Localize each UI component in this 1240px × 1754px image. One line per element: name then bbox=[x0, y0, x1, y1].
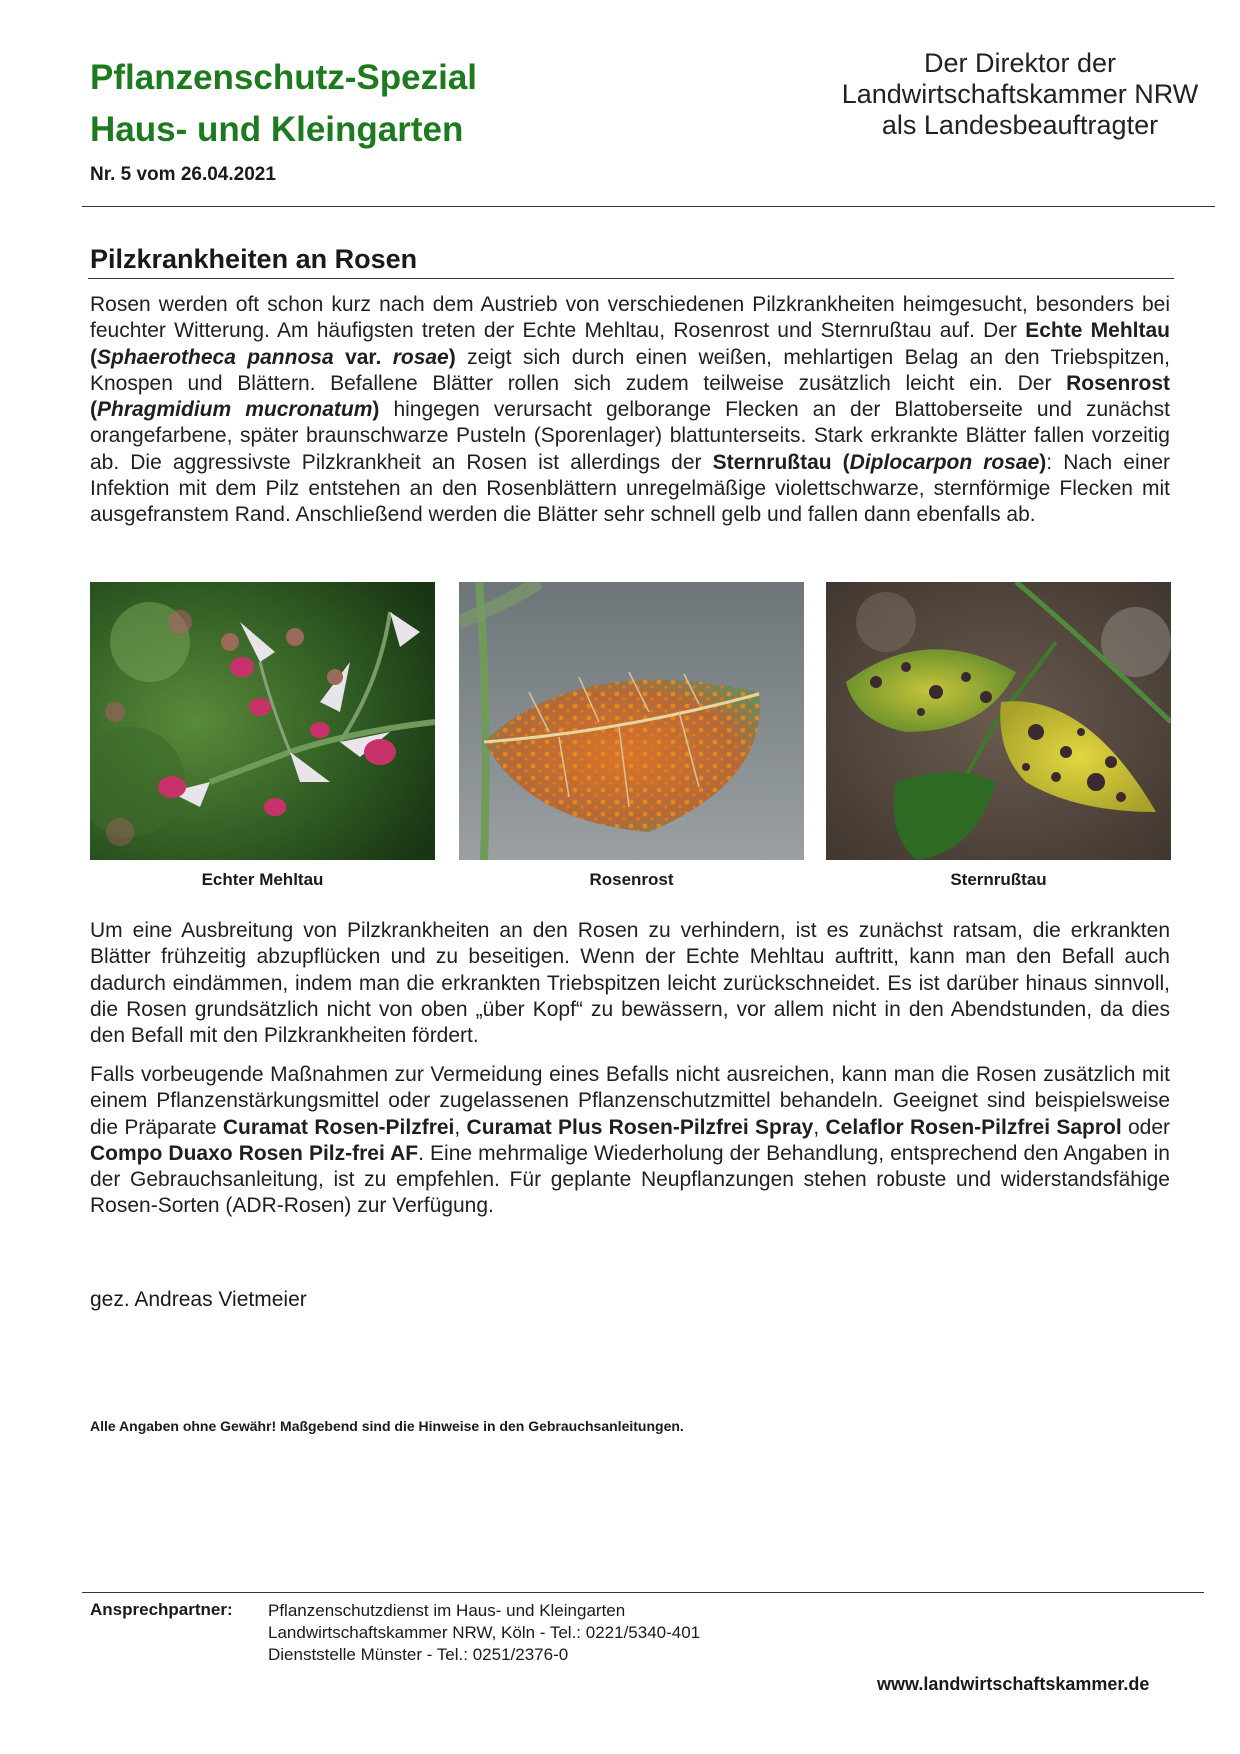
text: hingegen verursacht gelborange Flecken an der Blattoberseite und zunächst orangefarbene, später braunschwarze Pusteln (Sporenlager) blattunterseits. Stark erkrankte Blätter fallen vorzeitig ab. Die aggressivste Pilzkrankheit an Rosen ist allerdings der bbox=[90, 398, 1170, 474]
heading-underline bbox=[88, 278, 1174, 279]
separator: , bbox=[813, 1115, 826, 1139]
title-line-2: Haus- und Kleingarten bbox=[90, 110, 464, 149]
product-2: Curamat Plus Rosen-Pilzfrei Spray bbox=[466, 1115, 814, 1139]
treatment-paragraph bbox=[90, 1062, 1170, 1220]
text: . Eine mehrmalige Wiederholung der Behandlung, entsprechend den Angaben in der Gebrauchsanleitung, ist zu empfehlen. Für geplante Neupflanzungen stehen robuste und widerstandsfähige Rosen-Sorten (ADR-Rosen) zur Verfügung. bbox=[90, 1141, 1170, 1218]
text: zeigt sich durch einen weißen, mehlartigen Belag an den Triebspitzen, Knospen und Blättern. Befallene Blätter rollen sich zudem teilweise zusätzlich leicht ein. Der bbox=[90, 345, 1170, 395]
website-link[interactable]: www.landwirtschaftskammer.de bbox=[877, 1674, 1150, 1694]
contact-line-2: Landwirtschaftskammer NRW, Köln - Tel.: 0221/5340-401 bbox=[268, 1623, 701, 1642]
text: Falls vorbeugende Maßnahmen zur Vermeidung eines Befalls nicht ausreichen, kann man die Rosen zusätzlich mit einem Pflanzenstärkungsmittel oder zugelassenen Pflanzenschutzmittel behandeln. Geeignet sind beispielsweise die Präparate bbox=[90, 1063, 1170, 1139]
contact-details bbox=[268, 1600, 700, 1666]
caption-rose-rust: Rosenrost bbox=[589, 870, 674, 889]
issue-number: Nr. 5 vom 26.04.2021 bbox=[90, 164, 276, 185]
photo-powdery-mildew bbox=[90, 582, 435, 860]
article-heading: Pilzkrankheiten an Rosen bbox=[90, 244, 418, 274]
term-blackspot: Sternrußtau (Diplocarpon rosae) bbox=[712, 450, 1047, 474]
photo-black-spot bbox=[826, 582, 1171, 860]
contact-line-1: Pflanzenschutzdienst im Haus- und Kleingarten bbox=[268, 1601, 626, 1620]
photo-rose-rust bbox=[459, 582, 804, 860]
issuer-line-2: Landwirtschaftskammer NRW bbox=[841, 79, 1199, 109]
title-line-1: Pflanzenschutz-Spezial bbox=[90, 58, 478, 97]
separator: , bbox=[454, 1115, 467, 1139]
product-3: Celaflor Rosen-Pilzfrei Saprol bbox=[825, 1115, 1122, 1139]
header-divider bbox=[82, 206, 1215, 207]
contact-line-3: Dienststelle Münster - Tel.: 0251/2376-0 bbox=[268, 1645, 569, 1664]
text: : Nach einer Infektion mit dem Pilz entstehen an den Rosenblättern unregelmäßige violettschwarze, sternförmige Flecken mit ausgefranstem Rand. Anschließend werden die Blätter sehr schnell gelb und fallen dann ebenfalls ab. bbox=[90, 450, 1170, 527]
caption-black-spot: Sternrußtau bbox=[950, 870, 1047, 889]
separator: oder bbox=[1121, 1115, 1171, 1139]
issuer-block bbox=[820, 48, 1220, 141]
signature: gez. Andreas Vietmeier bbox=[90, 1288, 307, 1311]
document-title bbox=[90, 52, 477, 156]
caption-powdery-mildew: Echter Mehltau bbox=[201, 870, 324, 889]
term-rust: Rosenrost (Phragmidium mucronatum) bbox=[90, 371, 1170, 422]
disclaimer: Alle Angaben ohne Gewähr! Maßgebend sind die Hinweise in den Gebrauchsanleitungen. bbox=[90, 1418, 684, 1434]
product-4: Compo Duaxo Rosen Pilz-frei AF bbox=[90, 1141, 419, 1165]
intro-paragraph bbox=[90, 292, 1170, 529]
product-1: Curamat Rosen-Pilzfrei bbox=[222, 1115, 455, 1139]
prevention-paragraph: Um eine Ausbreitung von Pilzkrankheiten an den Rosen zu verhindern, ist es zunächst ratsam, die erkrankten Blätter frühzeitig abzupflücken und zu beseitigen. Wenn der Echte Mehltau auftritt, kann man den Befall auch dadurch eindämmen, indem man die erkrankten Triebspitzen leicht zurückschneidet. Es ist darüber hinaus sinnvoll, die Rosen grundsätzlich nicht von oben „über Kopf“ zu bewässern, vor allem nicht in den Abendstunden, da dies den Befall mit den Pilzkrankheiten fördert. bbox=[90, 919, 1170, 1048]
issuer-line-1: Der Direktor der bbox=[923, 48, 1117, 78]
footer-divider bbox=[82, 1592, 1204, 1593]
issuer-line-3: als Landesbeauftragter bbox=[881, 110, 1159, 140]
text: Rosen werden oft schon kurz nach dem Austrieb von verschiedenen Pilzkrankheiten heimgesucht, besonders bei feuchter Witterung. Am häufigsten treten der Echte Mehltau, Rosenrost und Sternrußtau auf. Der bbox=[90, 293, 1170, 343]
term-mildew: Echte Mehltau (Sphaerotheca pannosa var. rosae) bbox=[90, 319, 1170, 369]
contact-label: Ansprechpartner: bbox=[90, 1600, 233, 1619]
